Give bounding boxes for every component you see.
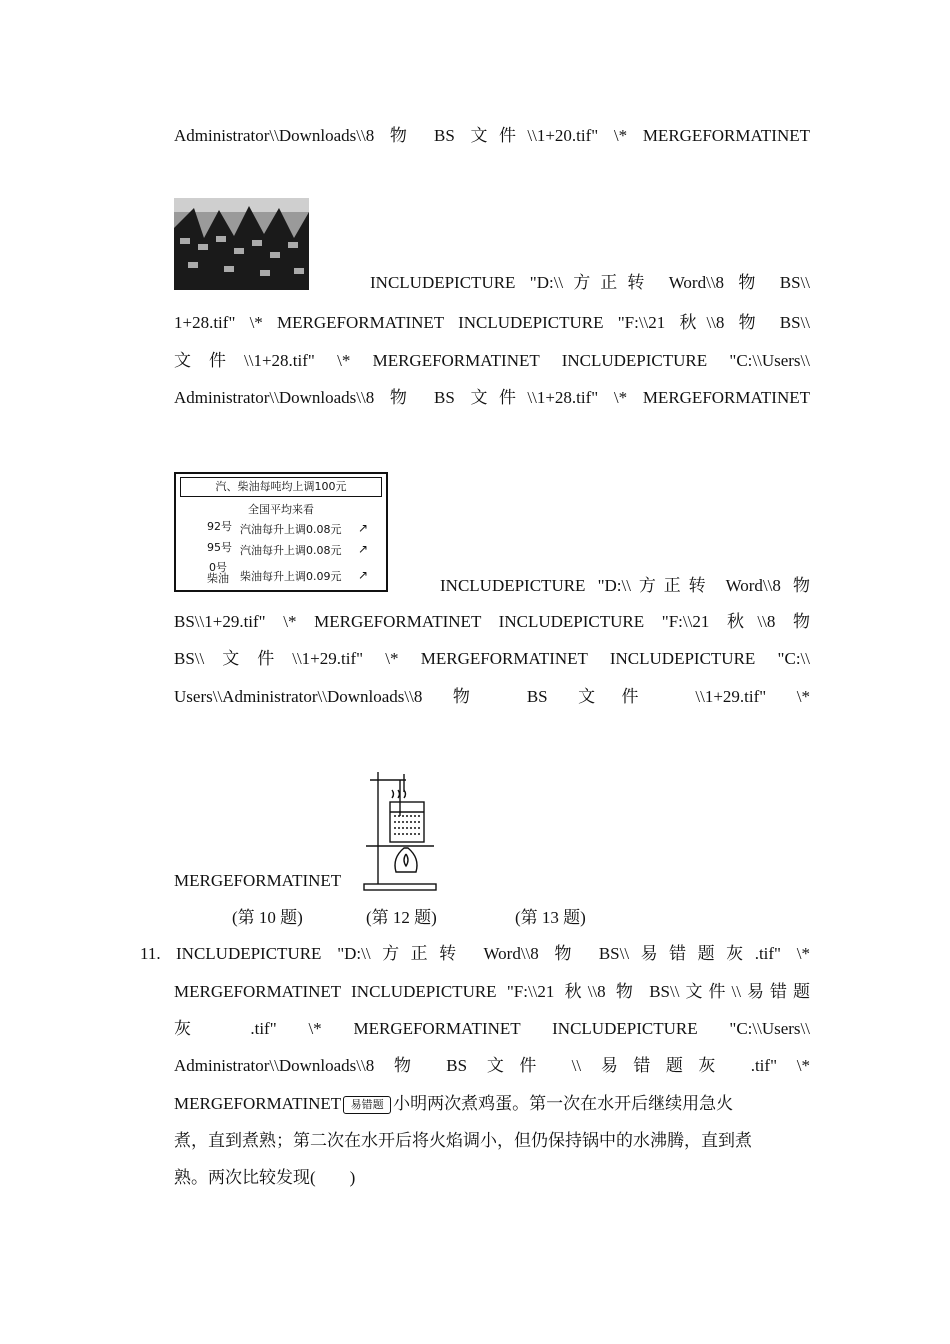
sign-title: 汽、柴油每吨均上调100元 xyxy=(180,477,382,497)
sign-text: 汽油每升上调0.08元 xyxy=(240,544,342,557)
fuel-price-sign xyxy=(174,472,388,592)
question-line: 熟。两次比较发现( ) xyxy=(174,1168,356,1187)
sign-row xyxy=(176,542,386,562)
boiling-apparatus-figure xyxy=(360,768,440,892)
text-line: 1+28.tif" \* MERGEFORMATINET INCLUDEPICTURE "F:\\21 秋\\8 物 BS\\ xyxy=(174,313,810,332)
question-line: INCLUDEPICTURE "D:\\方正转 Word\\8 物 BS\\易错题灰.tif" \* xyxy=(176,944,810,963)
sign-grade: 95号 xyxy=(207,541,232,554)
question-text: 小明两次煮鸡蛋。第一次在水开后继续用急火 xyxy=(393,1094,734,1113)
sign-subtitle: 全国平均来看 xyxy=(248,503,314,516)
text-line: Administrator\\Downloads\\8 物 BS 文件\\1+28.tif" \* MERGEFORMATINET xyxy=(174,388,810,407)
caption-q12: (第 12 题) xyxy=(366,908,437,927)
text-line: Administrator\\Downloads\\8 物 BS 文件\\1+20.tif" \* MERGEFORMATINET xyxy=(174,126,810,145)
sign-grade: 0号 柴油 xyxy=(207,561,229,585)
text-line: MERGEFORMATINET xyxy=(174,871,342,890)
text-line: INCLUDEPICTURE "D:\\方正转 Word\\8 物 xyxy=(440,576,810,595)
sign-text: 柴油每升上调0.09元 xyxy=(240,570,342,583)
text-line: 文件\\1+28.tif" \* MERGEFORMATINET INCLUDEPICTURE "C:\\Users\\ xyxy=(174,351,810,370)
question-line xyxy=(174,1092,810,1116)
up-arrow-icon: ↗ xyxy=(358,568,369,582)
question-line: 灰 .tif" \* MERGEFORMATINET INCLUDEPICTURE "C:\\Users\\ xyxy=(174,1019,810,1038)
text-line: Users\\Administrator\\Downloads\\8 物 BS 文件 \\1+29.tif" \* xyxy=(174,687,810,706)
question-prefix: MERGEFORMATINET xyxy=(174,1094,342,1113)
caption-q13: (第 13 题) xyxy=(515,908,586,927)
up-arrow-icon: ↗ xyxy=(358,521,369,535)
question-line: Administrator\\Downloads\\8 物 BS 文件 \\ 易错题灰 .tif" \* xyxy=(174,1056,810,1075)
question-line: MERGEFORMATINET INCLUDEPICTURE "F:\\21 秋\\8 物 BS\\文件\\易错题 xyxy=(174,982,810,1001)
text-line: INCLUDEPICTURE "D:\\方正转 Word\\8 物 BS\\ xyxy=(370,273,810,292)
up-arrow-icon: ↗ xyxy=(358,542,369,556)
text-line: BS\\1+29.tif" \* MERGEFORMATINET INCLUDEPICTURE "F:\\21 秋\\8 物 xyxy=(174,612,810,631)
question-line: 煮，直到煮熟；第二次在水开后将火焰调小，但仍保持锅中的水沸腾，直到煮 xyxy=(174,1131,752,1150)
crowd-photo xyxy=(174,198,309,290)
text-line: BS\\文件\\1+29.tif" \* MERGEFORMATINET INCLUDEPICTURE "C:\\ xyxy=(174,649,810,668)
sign-row xyxy=(176,521,386,541)
question-number: 11. xyxy=(140,944,161,963)
error-prone-badge: 易错题 xyxy=(343,1096,391,1114)
sign-row xyxy=(176,561,386,585)
sign-grade: 92号 xyxy=(207,520,232,533)
sign-text: 汽油每升上调0.08元 xyxy=(240,523,342,536)
caption-q10: (第 10 题) xyxy=(232,908,303,927)
